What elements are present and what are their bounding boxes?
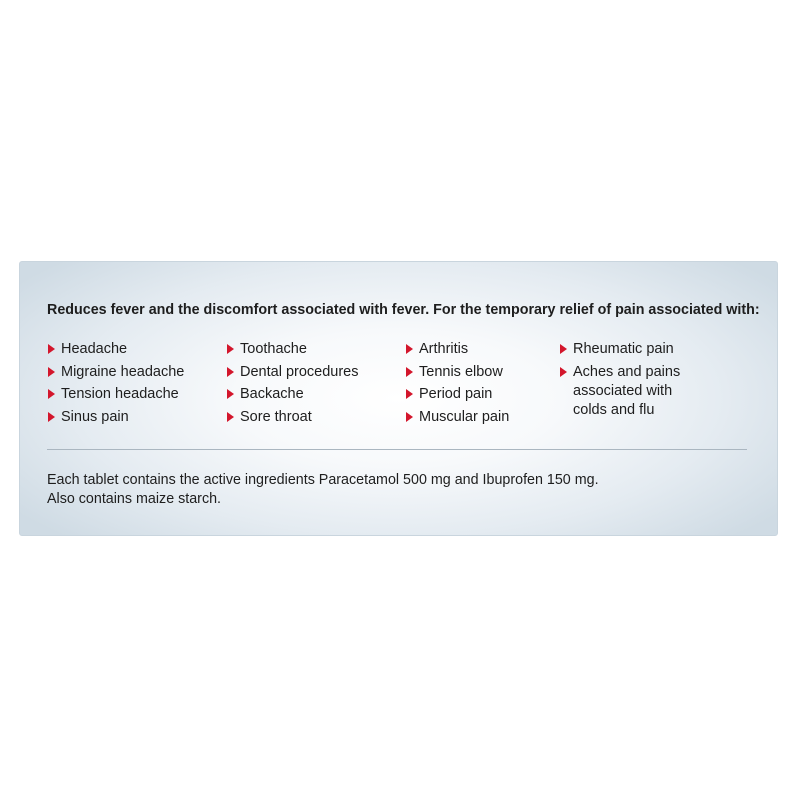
triangle-right-icon: [406, 389, 413, 399]
list-item-label: Migraine headache: [61, 363, 185, 380]
list-item: [48, 385, 184, 404]
triangle-right-icon: [48, 344, 55, 354]
indications-column-3: [406, 340, 509, 430]
ingredients-text: [47, 471, 599, 509]
triangle-right-icon: [406, 412, 413, 422]
list-item: [48, 363, 184, 382]
triangle-right-icon: [227, 389, 234, 399]
triangle-right-icon: [48, 389, 55, 399]
list-item: [560, 340, 693, 359]
triangle-right-icon: [560, 344, 567, 354]
section-divider: [47, 449, 747, 450]
list-item-label: Rheumatic pain: [573, 341, 674, 357]
list-item-label: Dental procedures: [240, 363, 359, 380]
list-item-label: Sinus pain: [61, 408, 129, 425]
list-item-label: Period pain: [419, 386, 493, 403]
ingredients-line-1: Each tablet contains the active ingredients Paracetamol 500 mg and Ibuprofen 150 mg.: [47, 472, 599, 488]
triangle-right-icon: [227, 344, 234, 354]
list-item: [227, 363, 359, 382]
list-item-label: Sore throat: [240, 408, 312, 425]
list-item: [406, 408, 509, 427]
product-info-panel: [19, 261, 778, 536]
triangle-right-icon: [406, 367, 413, 377]
list-item-label: Backache: [240, 386, 304, 403]
indications-intro: Reduces fever and the discomfort associated with fever. For the temporary relief of pain associated with:: [47, 302, 760, 318]
list-item: [406, 340, 509, 359]
list-item-label: Tennis elbow: [419, 363, 503, 380]
list-item: [227, 340, 359, 359]
list-item-label: Headache: [61, 341, 128, 357]
list-item: [227, 385, 359, 404]
list-item-label: Tension headache: [61, 386, 179, 403]
list-item-label: Toothache: [240, 341, 307, 357]
list-item: [48, 408, 184, 427]
list-item: [48, 340, 184, 359]
list-item: [227, 408, 359, 427]
indications-column-2: [227, 340, 359, 430]
triangle-right-icon: [406, 344, 413, 354]
triangle-right-icon: [227, 367, 234, 377]
triangle-right-icon: [560, 367, 567, 377]
list-item: [406, 363, 509, 382]
triangle-right-icon: [48, 412, 55, 422]
indications-column-1: [48, 340, 184, 430]
list-item-label: Arthritis: [419, 341, 469, 357]
ingredients-line-2: Also contains maize starch.: [47, 491, 222, 507]
list-item: [560, 363, 693, 420]
indications-column-4: [560, 340, 693, 423]
list-item-label: Aches and pains associated with colds and flu: [573, 363, 681, 418]
list-item: [406, 385, 509, 404]
triangle-right-icon: [48, 367, 55, 377]
list-item-label: Muscular pain: [419, 408, 510, 425]
triangle-right-icon: [227, 412, 234, 422]
